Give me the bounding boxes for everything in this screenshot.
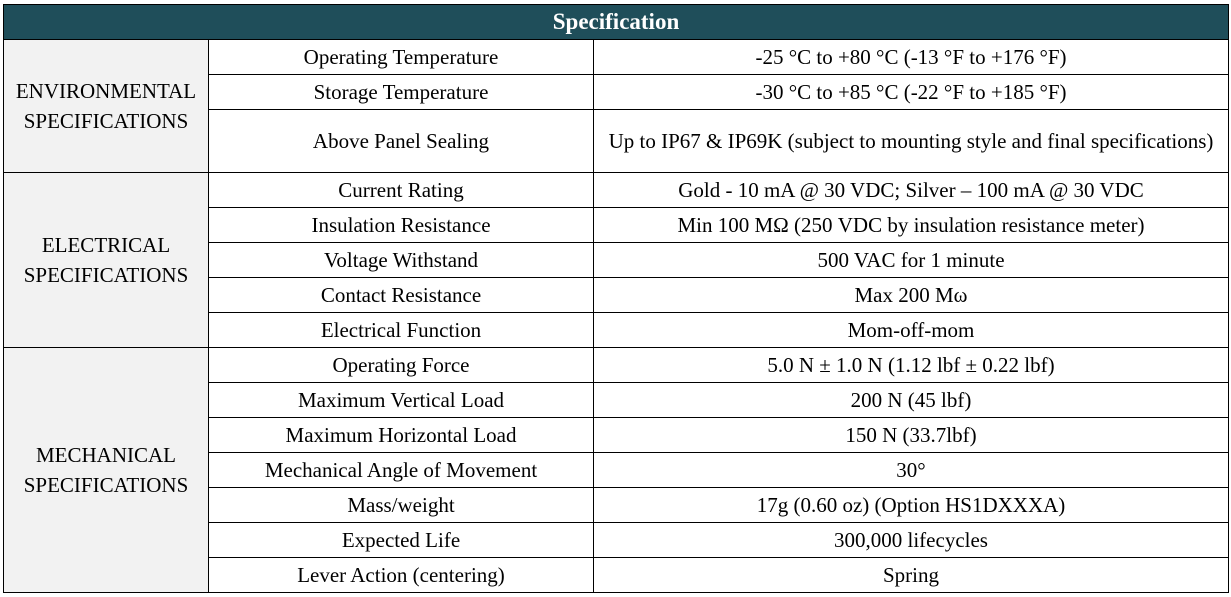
value-cell: 300,000 lifecycles [594,523,1229,558]
value-cell: 150 N (33.7lbf) [594,418,1229,453]
parameter-cell: Expected Life [209,523,594,558]
table-row [4,348,1229,383]
value-cell: Gold - 10 mA @ 30 VDC; Silver – 100 mA @ 30 VDC [594,173,1229,208]
parameter-cell: Mechanical Angle of Movement [209,453,594,488]
value-cell: Min 100 MΩ (250 VDC by insulation resistance meter) [594,208,1229,243]
specification-table [3,4,1229,593]
parameter-cell: Insulation Resistance [209,208,594,243]
table-row [4,173,1229,208]
parameter-cell: Operating Force [209,348,594,383]
value-cell: Max 200 Mω [594,278,1229,313]
table-header-row [4,5,1229,40]
value-cell: -30 °C to +85 °C (-22 °F to +185 °F) [594,75,1229,110]
parameter-cell: Maximum Vertical Load [209,383,594,418]
value-cell: -25 °C to +80 °C (-13 °F to +176 °F) [594,40,1229,75]
value-cell: Mom-off-mom [594,313,1229,348]
parameter-cell: Lever Action (centering) [209,558,594,593]
category-label: MECHANICAL SPECIFICATIONS [4,348,209,593]
parameter-cell: Operating Temperature [209,40,594,75]
category-label: ENVIRONMENTAL SPECIFICATIONS [4,40,209,173]
parameter-cell: Voltage Withstand [209,243,594,278]
table-body [4,40,1229,593]
parameter-cell: Maximum Horizontal Load [209,418,594,453]
value-cell: 17g (0.60 oz) (Option HS1DXXXA) [594,488,1229,523]
value-cell: 5.0 N ± 1.0 N (1.12 lbf ± 0.22 lbf) [594,348,1229,383]
table-row [4,40,1229,75]
parameter-cell: Mass/weight [209,488,594,523]
category-label: ELECTRICAL SPECIFICATIONS [4,173,209,348]
value-cell: 30° [594,453,1229,488]
parameter-cell: Contact Resistance [209,278,594,313]
value-cell: 500 VAC for 1 minute [594,243,1229,278]
value-cell: 200 N (45 lbf) [594,383,1229,418]
value-cell: Up to IP67 & IP69K (subject to mounting style and final specifications) [594,110,1229,173]
value-cell: Spring [594,558,1229,593]
parameter-cell: Electrical Function [209,313,594,348]
parameter-cell: Above Panel Sealing [209,110,594,173]
parameter-cell: Current Rating [209,173,594,208]
table-title: Specification [4,5,1229,40]
parameter-cell: Storage Temperature [209,75,594,110]
